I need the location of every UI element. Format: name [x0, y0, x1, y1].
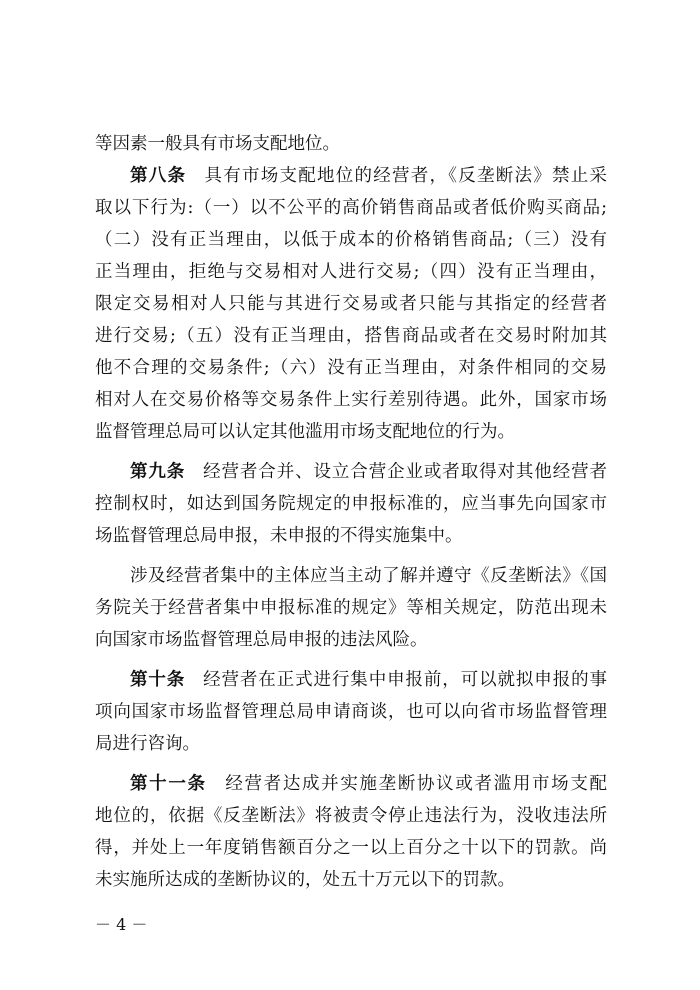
text-line: 监督管理总局可以认定其他滥用市场支配地位的行为。 [95, 422, 515, 442]
text-line: 务院关于经营者集中申报标准的规定》等相关规定，防范出现未 [95, 598, 607, 618]
text-line: 等因素一般具有市场支配地位。 [95, 134, 340, 154]
article-label: 第十一条 [130, 774, 207, 794]
text-line: 未实施所达成的垄断协议的，处五十万元以下的罚款。 [95, 870, 515, 890]
paragraph-first-line: 涉及经营者集中的主体应当主动了解并遵守《反垄断法》《国 [130, 566, 607, 586]
text-line: 项向国家市场监督管理总局申请商谈，也可以向省市场监督管理 [95, 702, 607, 722]
text-line: 取以下行为:（一）以不公平的高价销售商品或者低价购买商品; [95, 198, 607, 218]
article-10-heading-line: 第十条 经营者在正式进行集中申报前，可以就拟申报的事 [130, 670, 607, 690]
text-line: （二）没有正当理由，以低于成本的价格销售商品;（三）没有 [95, 230, 607, 250]
text-line: 场监督管理总局申报，未申报的不得实施集中。 [95, 526, 463, 546]
text-line: 进行交易;（五）没有正当理由，搭售商品或者在交易时附加其 [95, 326, 607, 346]
text-line: 正当理由，拒绝与交易相对人进行交易;（四）没有正当理由， [95, 262, 607, 282]
text-line: 控制权时，如达到国务院规定的申报标准的，应当事先向国家市 [95, 494, 607, 514]
text-line: 局进行咨询。 [95, 734, 200, 754]
article-8-heading-line: 第八条 具有市场支配地位的经营者，《反垄断法》禁止采 [130, 166, 607, 186]
article-9-heading-line: 第九条 经营者合并、设立合营企业或者取得对其他经营者 [130, 462, 607, 482]
article-label: 第八条 [130, 166, 187, 186]
text-line: 得，并处上一年度销售额百分之一以上百分之十以下的罚款。尚 [95, 838, 607, 858]
text-line: 地位的，依据《反垄断法》将被责令停止违法行为，没收违法所 [95, 806, 607, 826]
article-11-heading-line: 第十一条 经营者达成并实施垄断协议或者滥用市场支配 [130, 774, 607, 794]
article-label: 第九条 [130, 462, 186, 482]
text-line: 向国家市场监督管理总局申报的违法风险。 [95, 630, 428, 650]
text-line: 相对人在交易价格等交易条件上实行差别待遇。此外，国家市场 [95, 390, 607, 410]
page-number: － 4 － [95, 915, 148, 934]
text-line: 限定交易相对人只能与其进行交易或者只能与其指定的经营者 [95, 294, 607, 314]
article-label: 第十条 [130, 670, 186, 690]
text-line: 他不合理的交易条件;（六）没有正当理由，对条件相同的交易 [95, 358, 607, 378]
